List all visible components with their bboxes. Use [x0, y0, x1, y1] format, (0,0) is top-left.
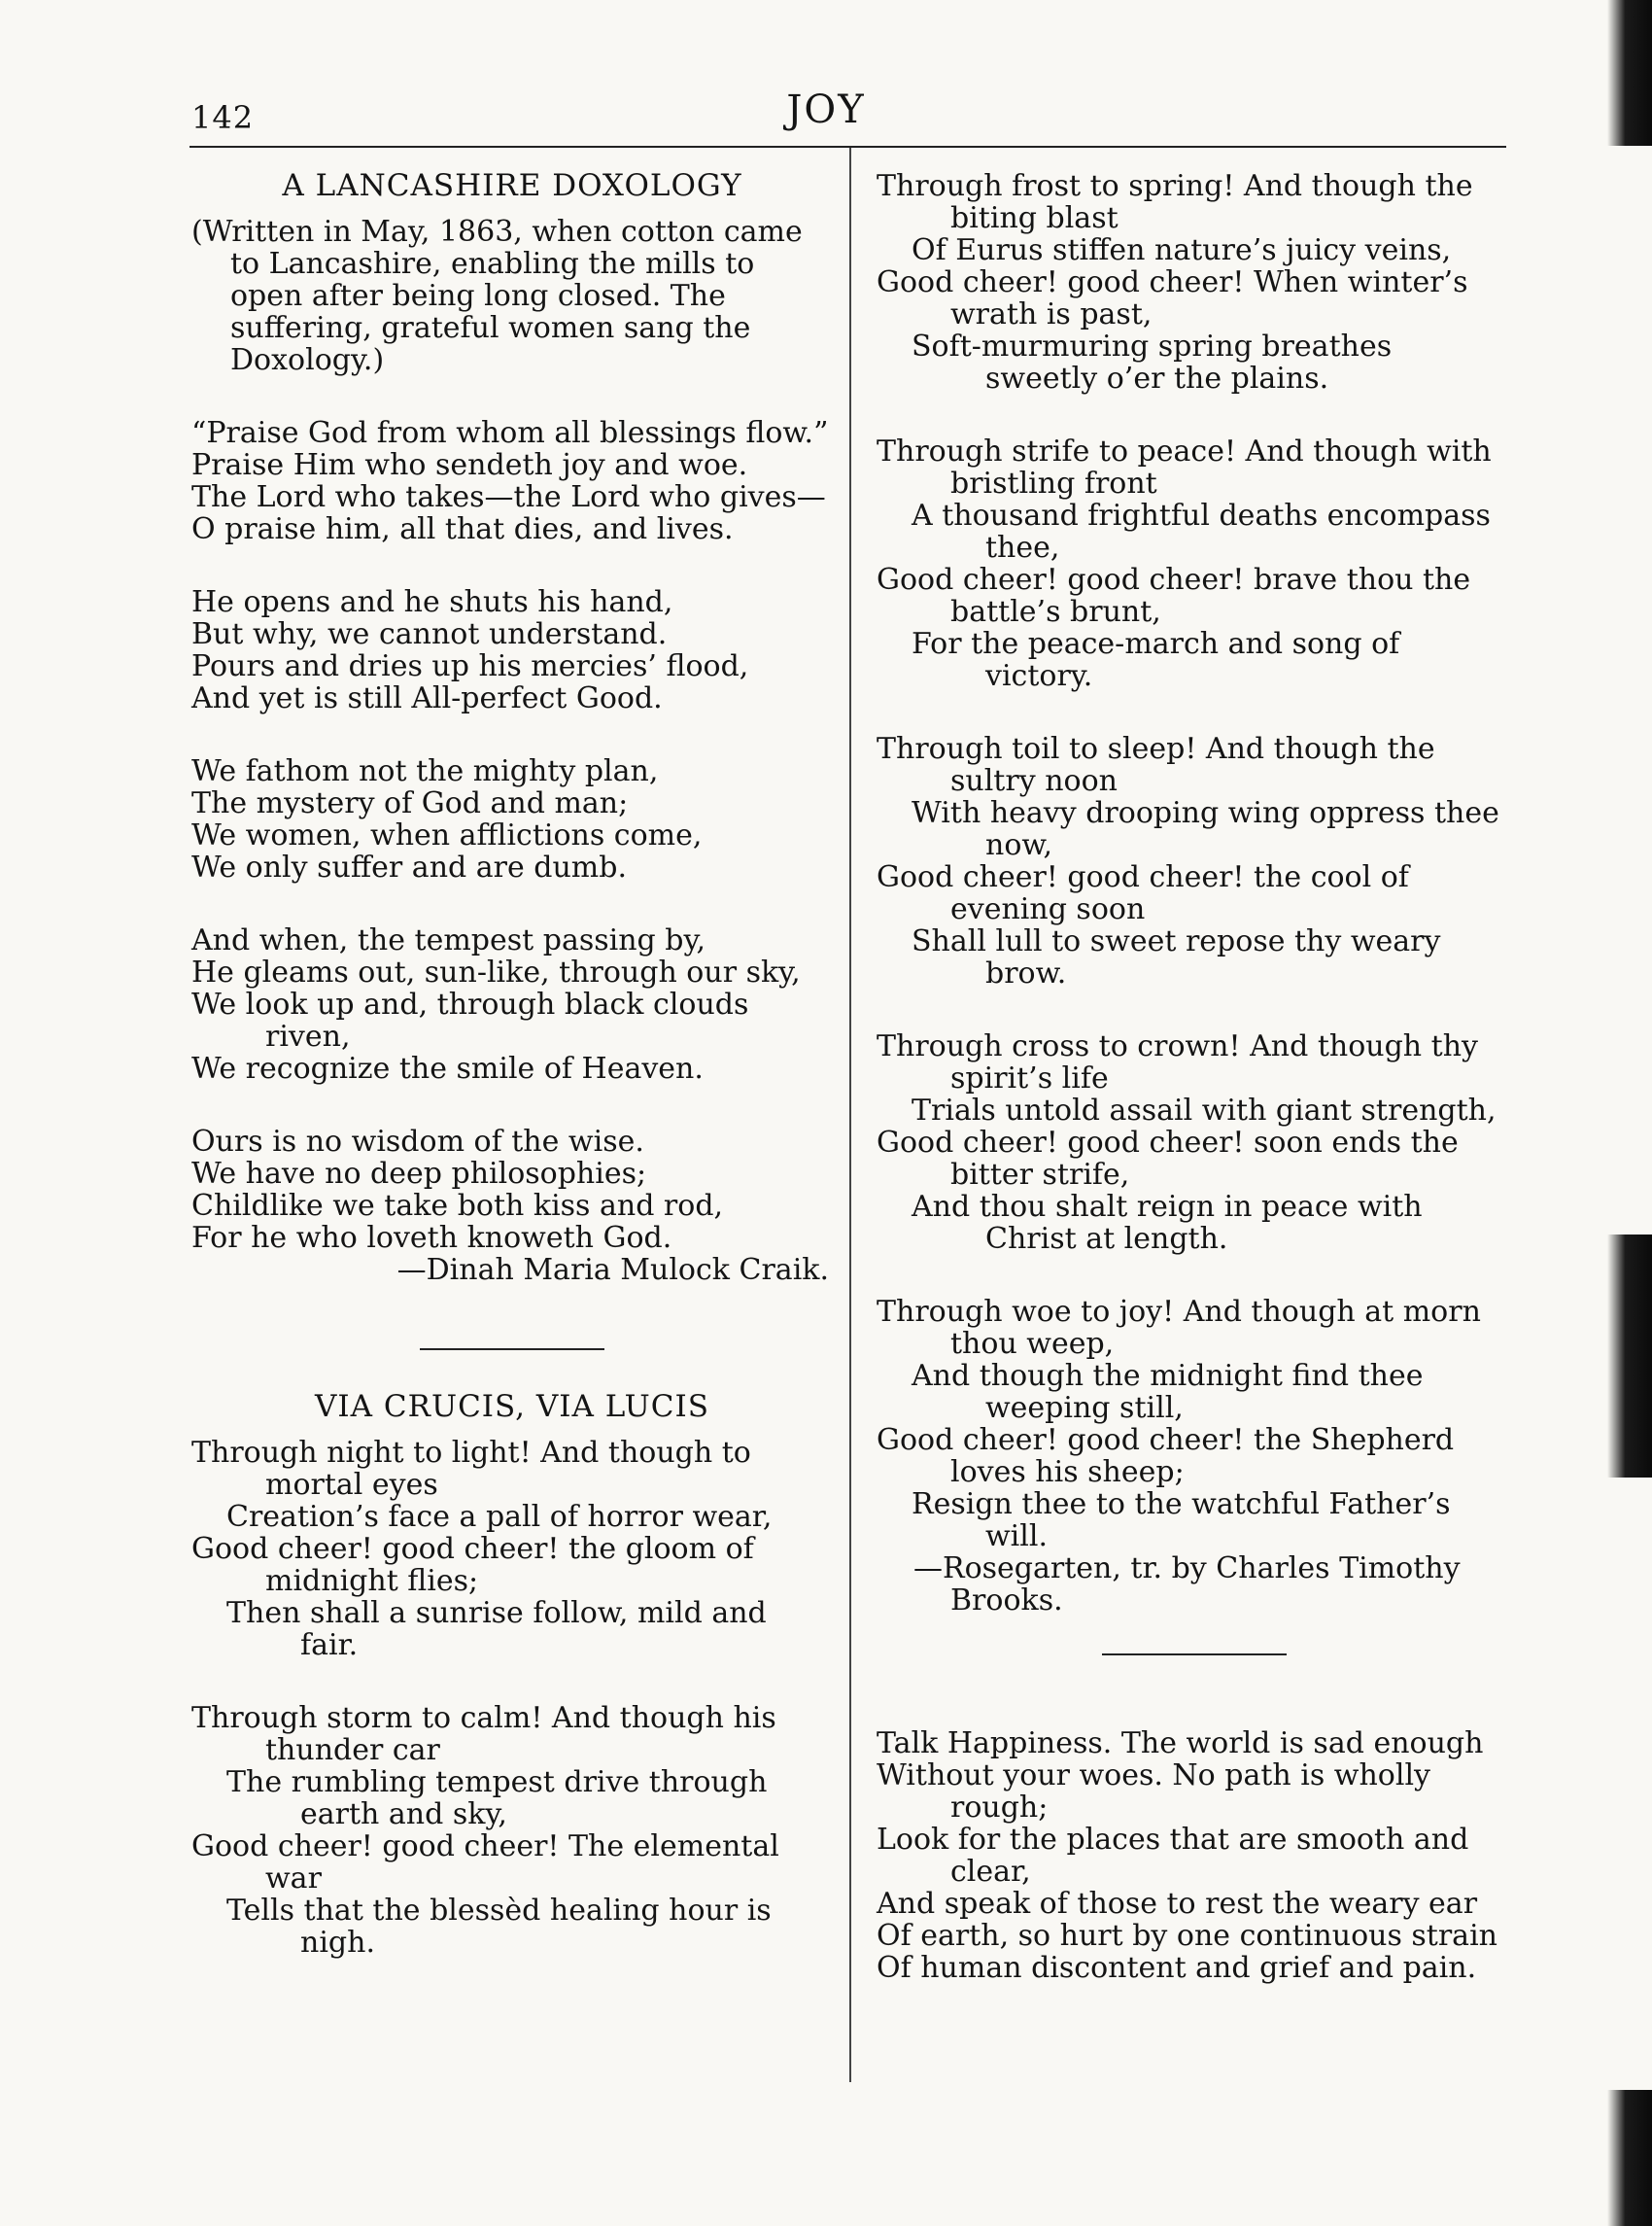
column-divider	[849, 148, 851, 2082]
verse-line: A thousand frightful deaths encompass thee,	[912, 499, 1491, 565]
stanza	[191, 924, 833, 1085]
verse-line: The mystery of God and man;	[191, 786, 629, 820]
verse-line: Good cheer! good cheer! brave thou the battle’s brunt,	[877, 563, 1471, 629]
verse-line: Of earth, so hurt by one continuous strain	[877, 1919, 1497, 1953]
verse-line: “Praise God from whom all blessings flow.”	[191, 416, 829, 450]
verse-line: The rumbling tempest drive through earth and sky,	[226, 1765, 768, 1831]
stanza	[877, 435, 1511, 692]
verse-line: Of human discontent and grief and pain.	[877, 1951, 1477, 1985]
verse-line: O praise him, all that dies, and lives.	[191, 512, 734, 546]
verse-line: Soft-murmuring spring breathes sweetly o’er the plains.	[912, 330, 1393, 396]
verse-line: Good cheer! good cheer! the gloom of midnight flies;	[191, 1532, 754, 1598]
verse-line: We recognize the smile of Heaven.	[191, 1052, 704, 1086]
left-column	[191, 170, 833, 1959]
verse-line: Good cheer! good cheer! the Shepherd loves his sheep;	[877, 1423, 1455, 1489]
verse-line: Trials untold assail with giant strength,	[912, 1094, 1497, 1128]
verse-line: With heavy drooping wing oppress thee now,	[912, 796, 1499, 862]
verse-line: Through storm to calm! And though his thunder car	[191, 1701, 776, 1767]
verse-line: And thou shalt reign in peace with Christ at length.	[912, 1190, 1423, 1256]
stanza	[191, 417, 833, 545]
stanza	[877, 733, 1511, 990]
stanza	[191, 1437, 833, 1661]
stanza	[191, 1702, 833, 1959]
verse-line: We fathom not the mighty plan,	[191, 754, 659, 788]
verse-line: For he who loveth knoweth God.	[191, 1221, 672, 1255]
stanza	[877, 1727, 1511, 1984]
stanza	[191, 586, 833, 714]
page-number: 142	[191, 99, 255, 136]
verse-line: We look up and, through black clouds riven,	[191, 988, 749, 1054]
binding-shadow-middle	[1607, 1235, 1652, 1478]
verse-line: He gleams out, sun-like, through our sky,	[191, 956, 801, 990]
verse-line: Without your woes. No path is wholly rough;	[877, 1758, 1430, 1825]
verse-line: Good cheer! good cheer! the cool of evening soon	[877, 860, 1409, 926]
verse-line: Good cheer! good cheer! The elemental war	[191, 1829, 779, 1896]
verse-line: Creation’s face a pall of horror wear,	[226, 1500, 773, 1534]
verse-line: The Lord who takes—the Lord who gives—	[191, 480, 826, 514]
running-title: JOY	[786, 87, 866, 132]
verse-line: Through night to light! And though to mortal eyes	[191, 1436, 751, 1502]
verse-line: Shall lull to sweet repose thy weary brow.	[912, 924, 1441, 991]
section-separator	[420, 1348, 604, 1350]
verse-line: Through frost to spring! And though the biting blast	[877, 169, 1473, 235]
binding-shadow-bottom	[1607, 2090, 1652, 2226]
stanza	[877, 170, 1511, 395]
verse-line: Praise Him who sendeth joy and woe.	[191, 448, 748, 482]
verse-line: We only suffer and are dumb.	[191, 851, 627, 885]
poem-title: VIA CRUCIS, VIA LUCIS	[315, 1389, 709, 1424]
verse-line: But why, we cannot understand.	[191, 617, 668, 651]
poem-note: (Written in May, 1863, when cotton came to Lancashire, enabling the mills to open after being long closed. The suffering, grateful women sang the Doxology.)	[191, 215, 803, 377]
verse-line: We women, when afflictions come,	[191, 818, 703, 852]
verse-line: Pours and dries up his mercies’ flood,	[191, 649, 749, 683]
verse-line: For the peace-march and song of victory.	[912, 627, 1400, 693]
verse-line: Good cheer! good cheer! When winter’s wrath is past,	[877, 265, 1468, 331]
verse-line: Of Eurus stiffen nature’s juicy veins,	[912, 233, 1452, 267]
stanza	[877, 1030, 1511, 1255]
verse-line: Good cheer! good cheer! soon ends the bitter strife,	[877, 1126, 1459, 1192]
verse-line: Look for the places that are smooth and clear,	[877, 1823, 1469, 1889]
verse-line: Through cross to crown! And though thy spirit’s life	[877, 1029, 1478, 1096]
verse-line: Talk Happiness. The world is sad enough	[877, 1726, 1484, 1760]
stanza	[191, 1126, 833, 1286]
stanza	[877, 1296, 1511, 1617]
header-rule	[189, 146, 1506, 148]
verse-line: Through woe to joy! And though at morn thou weep,	[877, 1295, 1481, 1361]
verse-line: We have no deep philosophies;	[191, 1157, 647, 1191]
attribution: —Dinah Maria Mulock Craik.	[396, 1253, 829, 1287]
verse-line: Tells that the blessèd healing hour is nigh.	[226, 1894, 772, 1960]
verse-line: And when, the tempest passing by,	[191, 923, 706, 957]
verse-line: And speak of those to rest the weary ear	[877, 1887, 1478, 1921]
verse-line: Through toil to sleep! And though the sultry noon	[877, 732, 1435, 798]
verse-line: Through strife to peace! And though with bristling front	[877, 435, 1492, 501]
right-column	[877, 170, 1511, 1984]
attribution: —Rosegarten, tr. by Charles Timothy Brooks.	[913, 1551, 1461, 1617]
verse-line: Childlike we take both kiss and rod,	[191, 1189, 724, 1223]
verse-line: And yet is still All-perfect Good.	[191, 681, 663, 715]
stanza	[191, 755, 833, 884]
verse-line: Resign thee to the watchful Father’s will.	[912, 1487, 1451, 1553]
verse-line: He opens and he shuts his hand,	[191, 585, 673, 619]
binding-shadow-top	[1607, 0, 1652, 146]
verse-line: Then shall a sunrise follow, mild and fair.	[226, 1596, 767, 1662]
section-separator	[1102, 1653, 1287, 1655]
verse-line: And though the midnight find thee weeping still,	[912, 1359, 1424, 1425]
poem-title: A LANCASHIRE DOXOLOGY	[282, 168, 742, 203]
verse-line: Ours is no wisdom of the wise.	[191, 1125, 644, 1159]
